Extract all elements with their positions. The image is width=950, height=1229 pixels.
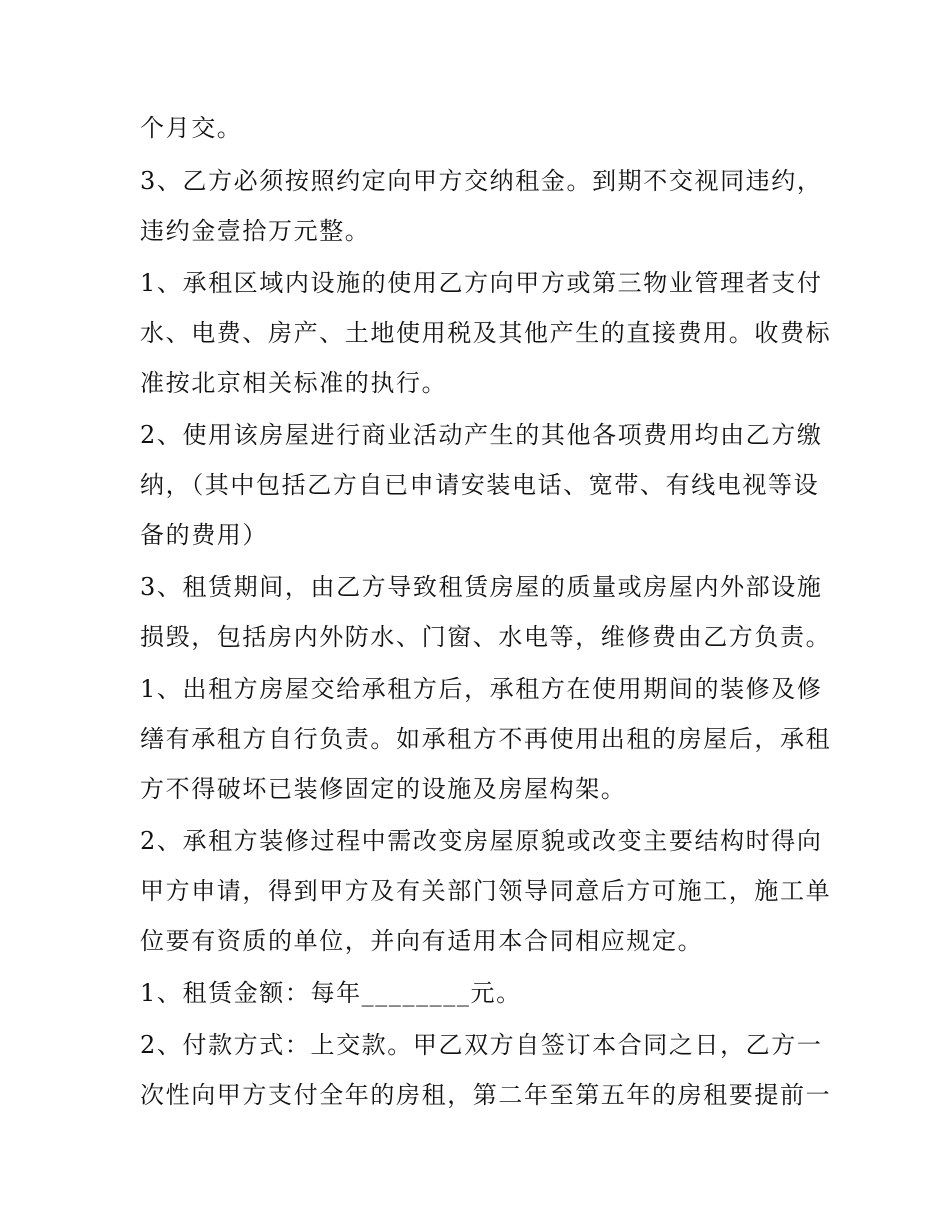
text-line: 次性向甲方支付全年的房租，第二年至第五年的房租要提前一 xyxy=(140,1081,832,1109)
text-line: 位要有资质的单位，并向有适用本合同相应规定。 xyxy=(140,927,704,955)
text-line: 2、承租方装修过程中需改变房屋原貌或改变主要结构时得向 xyxy=(140,827,823,855)
text-line: 准按北京相关标准的执行。 xyxy=(140,369,448,397)
text-line: 1、租赁金额：每年________元。 xyxy=(140,979,522,1007)
text-line: 3、租赁期间，由乙方导致租赁房屋的质量或房屋内外部设施 xyxy=(140,573,823,601)
text-line: 方不得破坏已装修固定的设施及房屋构架。 xyxy=(140,775,627,803)
text-line: 2、使用该房屋进行商业活动产生的其他各项费用均由乙方缴 xyxy=(140,421,823,449)
text-line: 损毁，包括房内外防水、门窗、水电等，维修费由乙方负责。 xyxy=(140,623,832,651)
text-line: 违约金壹拾万元整。 xyxy=(140,217,371,245)
text-line: 纳，（其中包括乙方自已申请安装电话、宽带、有线电视等设 xyxy=(140,471,820,499)
text-line: 缮有承租方自行负责。如承租方不再使用出租的房屋后，承租 xyxy=(140,725,832,753)
text-line: 甲方申请，得到甲方及有关部门领导同意后方可施工，施工单 xyxy=(140,877,832,905)
text-line: 1、承租区域内设施的使用乙方向甲方或第三物业管理者支付 xyxy=(140,269,823,297)
text-line: 个月交。 xyxy=(140,114,243,142)
text-line: 1、出租方房屋交给承租方后，承租方在使用期间的装修及修 xyxy=(140,675,823,703)
text-line: 2、付款方式：上交款。甲乙双方自签订本合同之日，乙方一 xyxy=(140,1031,823,1059)
text-line: 3、乙方必须按照约定向甲方交纳租金。到期不交视同违约， xyxy=(140,167,823,195)
text-line: 水、电费、房产、土地使用税及其他产生的直接费用。收费标 xyxy=(140,319,832,347)
text-line: 备的费用） xyxy=(140,521,268,549)
